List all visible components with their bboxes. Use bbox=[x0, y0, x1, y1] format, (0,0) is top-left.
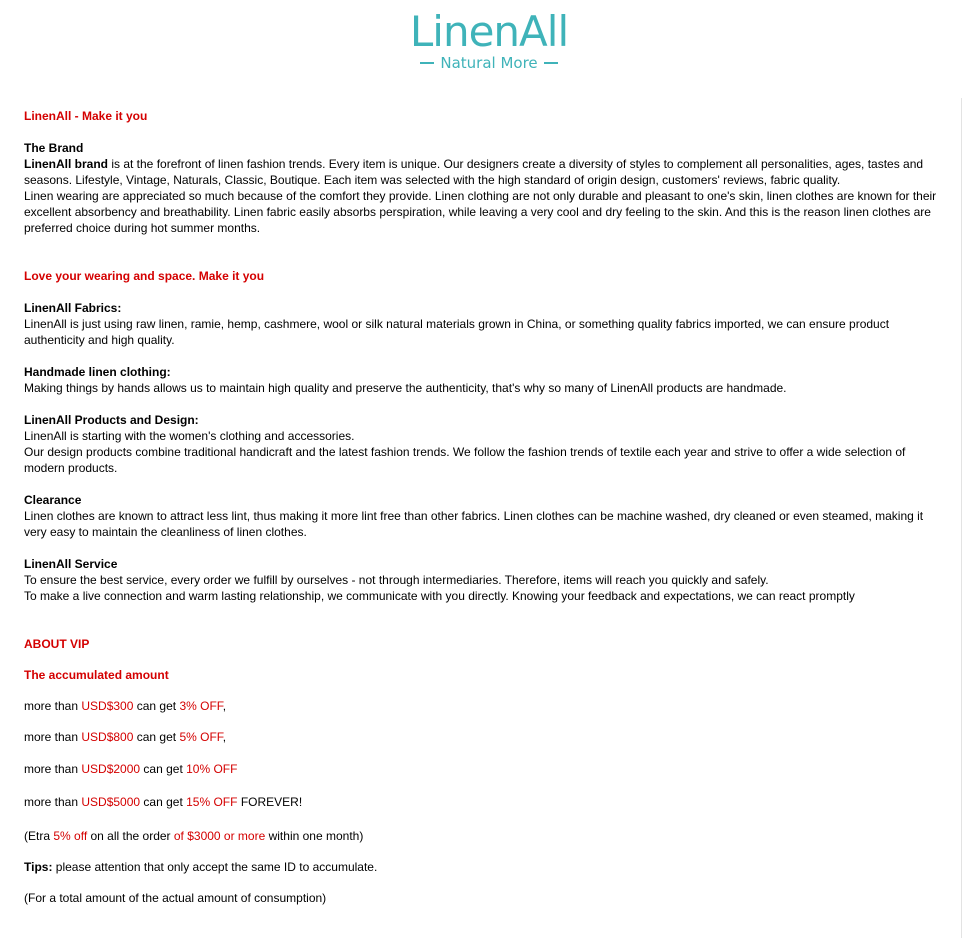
vip-tier-prefix: more than bbox=[24, 730, 82, 744]
vip-tips-text: please attention that only accept the same ID to accumulate. bbox=[52, 860, 378, 874]
vip-note: (For a total amount of the actual amount of consumption) bbox=[24, 891, 327, 905]
brand-name-bold: LinenAll brand bbox=[24, 157, 108, 171]
handmade-text: Making things by hands allows us to maintain high quality and preserve the authenticity, that's why so many of LinenAll products are handmade. bbox=[24, 381, 787, 395]
clearance-section bbox=[24, 492, 949, 540]
service-title: LinenAll Service bbox=[24, 557, 118, 571]
vip-tier-suffix: , bbox=[222, 699, 227, 713]
vip-subheading: The accumulated amount bbox=[24, 668, 169, 682]
vip-extra-text-3: within one month) bbox=[265, 829, 364, 843]
vip-extra-text-2: on all the order bbox=[87, 829, 174, 843]
vip-tier-mid: can get bbox=[133, 730, 180, 744]
vip-tier-amount: USD$5000 bbox=[81, 795, 141, 809]
brand-section-title: The Brand bbox=[24, 141, 84, 155]
clearance-text: Linen clothes are known to attract less lint, thus making it more lint free than other fabrics. Linen clothes can be machine washed, dry cleaned or even steamed, making it very easy to maintain the cleanliness of linen clothes. bbox=[24, 509, 924, 539]
handmade-section bbox=[24, 364, 949, 396]
vip-tier-800 bbox=[24, 729, 949, 745]
right-border-line bbox=[961, 98, 962, 938]
service-section bbox=[24, 556, 949, 604]
handmade-title: Handmade linen clothing: bbox=[24, 365, 171, 379]
love-heading: Love your wearing and space. Make it you bbox=[24, 269, 265, 283]
fabrics-section bbox=[24, 300, 949, 348]
linen-paragraph: Linen wearing are appreciated so much because of the comfort they provide. Linen clothing are not only durable and pleasant to one's skin, linen clothes are known for their excellent absorbency and breathability. Linen fabric easily absorbs perspiration, while leaving a very cool and dry feeling to the skin. And this is the reason linen clothes are preferred choice during hot summer months. bbox=[24, 189, 937, 235]
vip-tier-suffix: FOREVER! bbox=[237, 795, 303, 809]
vip-tier-discount: 5% OFF bbox=[179, 730, 223, 744]
logo-tagline-rule-right bbox=[544, 62, 558, 64]
brand-logo bbox=[400, 8, 578, 80]
vip-tier-mid: can get bbox=[133, 699, 180, 713]
vip-tier-discount: 10% OFF bbox=[186, 762, 238, 776]
vip-tier-mid: can get bbox=[140, 795, 187, 809]
clearance-title: Clearance bbox=[24, 493, 82, 507]
logo-wordmark: LinenAll bbox=[409, 7, 569, 56]
brand-paragraph bbox=[24, 156, 949, 188]
vip-tier-suffix: , bbox=[222, 730, 227, 744]
logo-tagline: Natural More bbox=[440, 54, 538, 72]
vip-heading: ABOUT VIP bbox=[24, 637, 90, 651]
vip-tier-300 bbox=[24, 698, 949, 714]
vip-tier-prefix: more than bbox=[24, 762, 82, 776]
page-content bbox=[24, 108, 949, 906]
vip-tier-amount: USD$800 bbox=[81, 730, 134, 744]
service-text-1: To ensure the best service, every order we fulfill by ourselves - not through intermediaries. Therefore, items will reach you quickly and safely. bbox=[24, 573, 769, 587]
vip-tier-amount: USD$2000 bbox=[81, 762, 141, 776]
vip-tier-discount: 3% OFF bbox=[179, 699, 223, 713]
fabrics-title: LinenAll Fabrics: bbox=[24, 301, 122, 315]
service-text-2: To make a live connection and warm lasting relationship, we communicate with you directly. Knowing your feedback and expectations, we can react promptly bbox=[24, 589, 855, 603]
vip-tier-discount: 15% OFF bbox=[186, 795, 238, 809]
vip-tips bbox=[24, 859, 949, 875]
vip-extra-text-1: (Etra bbox=[24, 829, 54, 843]
logo-tagline-row bbox=[400, 54, 578, 72]
vip-tier-mid: can get bbox=[140, 762, 187, 776]
fabrics-text: LinenAll is just using raw linen, ramie, hemp, cashmere, wool or silk natural materials grown in China, or something quality fabrics imported, we can ensure product authenticity and high quality. bbox=[24, 317, 890, 347]
vip-extra-discount: 5% off bbox=[53, 829, 88, 843]
vip-extra-threshold: of $3000 or more bbox=[173, 829, 266, 843]
vip-tips-label: Tips: bbox=[24, 860, 53, 874]
vip-tier-amount: USD$300 bbox=[81, 699, 134, 713]
vip-tier-5000 bbox=[24, 794, 949, 810]
intro-heading: LinenAll - Make it you bbox=[24, 109, 148, 123]
products-design-text-1: LinenAll is starting with the women's clothing and accessories. bbox=[24, 429, 355, 443]
brand-paragraph-text: is at the forefront of linen fashion trends. Every item is unique. Our designers create a diversity of styles to complement all personalities, ages, tastes and seasons. Lifestyle, Vintage, Naturals, Classic, Boutique. Each item was selected with the high standard of origin design, customers' reviews, fabric quality. bbox=[24, 157, 924, 187]
vip-tier-2000 bbox=[24, 761, 949, 777]
vip-tier-prefix: more than bbox=[24, 699, 82, 713]
vip-extra-offer bbox=[24, 828, 949, 844]
products-design-title: LinenAll Products and Design: bbox=[24, 413, 199, 427]
logo-tagline-rule-left bbox=[420, 62, 434, 64]
products-design-section bbox=[24, 412, 949, 476]
products-design-text-2: Our design products combine traditional handicraft and the latest fashion trends. We follow the fashion trends of textile each year and strive to offer a wide selection of modern products. bbox=[24, 445, 906, 475]
vip-tier-prefix: more than bbox=[24, 795, 82, 809]
